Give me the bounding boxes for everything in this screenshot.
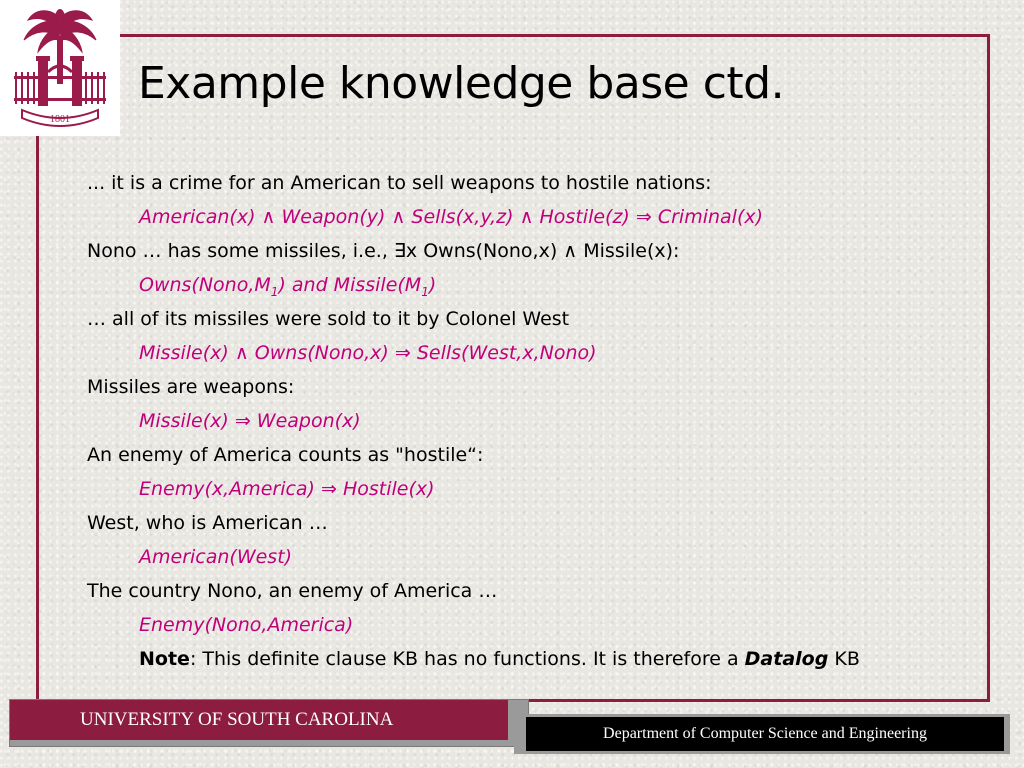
text-segment: ∃ bbox=[393, 240, 406, 262]
text-segment: West, who is American … bbox=[87, 512, 328, 534]
text-segment: Enemy(Nono,America) bbox=[139, 614, 354, 636]
statement-line bbox=[87, 438, 987, 472]
text-segment: American(West) bbox=[139, 546, 293, 568]
text-segment: ∧ bbox=[261, 206, 276, 228]
logic-formula bbox=[87, 200, 987, 234]
text-segment: Hostile(x) bbox=[336, 478, 435, 500]
text-segment: ∧ bbox=[563, 240, 578, 262]
logo-year: 1801 bbox=[50, 114, 70, 125]
text-segment: Missile(x) bbox=[139, 410, 235, 432]
slide-title: Example knowledge base ctd. bbox=[138, 58, 785, 109]
text-segment: Hostile(z) bbox=[533, 206, 636, 228]
text-segment: ⇒ bbox=[234, 410, 251, 432]
text-segment: x Owns(Nono,x) bbox=[405, 240, 564, 262]
text-segment: KB bbox=[828, 648, 860, 670]
statement-line bbox=[87, 370, 987, 404]
logic-formula bbox=[87, 472, 987, 506]
text-segment: The country Nono, an enemy of America … bbox=[87, 580, 498, 602]
text-segment: An enemy of America counts as "hostile“: bbox=[87, 444, 484, 466]
text-segment: ∧ bbox=[234, 342, 249, 364]
logic-formula bbox=[87, 608, 987, 642]
text-segment: Sells(x,y,z) bbox=[405, 206, 520, 228]
text-segment: Enemy(x,America) bbox=[139, 478, 322, 500]
text-segment: ) and Missile(M bbox=[278, 274, 422, 296]
text-segment: Datalog bbox=[744, 648, 829, 670]
text-segment: Owns(Nono,x) bbox=[248, 342, 395, 364]
text-segment: Sells(West,x,Nono) bbox=[410, 342, 597, 364]
palmetto-seal-icon bbox=[0, 0, 120, 136]
logic-formula bbox=[87, 540, 987, 574]
slide-body bbox=[87, 166, 987, 676]
university-band bbox=[10, 700, 528, 746]
text-segment: Criminal(x) bbox=[651, 206, 764, 228]
statement-line bbox=[87, 574, 987, 608]
text-segment: 1 bbox=[421, 284, 429, 299]
text-segment: ⇒ bbox=[635, 206, 652, 228]
text-segment: ... it is a crime for an American to sell weapons to hostile nations: bbox=[87, 172, 712, 194]
logic-formula bbox=[87, 336, 987, 370]
text-segment: ∧ bbox=[391, 206, 406, 228]
text-segment: Nono … has some missiles, i.e., bbox=[87, 240, 394, 262]
text-segment: Missile(x) bbox=[139, 342, 235, 364]
department-label: Department of Computer Science and Engineering bbox=[526, 717, 1004, 751]
text-segment: 1 bbox=[270, 284, 279, 299]
statement-line bbox=[87, 166, 987, 200]
text-segment: : This definite clause KB has no functions. It is therefore a bbox=[189, 648, 745, 670]
text-segment: Weapon(y) bbox=[275, 206, 392, 228]
statement-line bbox=[87, 506, 987, 540]
text-segment: American(x) bbox=[139, 206, 262, 228]
text-segment: Owns(Nono,M bbox=[139, 274, 271, 296]
text-segment: Weapon(x) bbox=[250, 410, 361, 432]
text-segment: Missiles are weapons: bbox=[87, 376, 295, 398]
text-segment: … all of its missiles were sold to it by Colonel West bbox=[87, 308, 570, 330]
text-segment: ⇒ bbox=[321, 478, 337, 500]
statement-line bbox=[87, 234, 987, 268]
note-line bbox=[87, 642, 987, 676]
logic-formula bbox=[87, 268, 987, 302]
text-segment: Missile(x): bbox=[577, 240, 680, 262]
university-label: UNIVERSITY OF SOUTH CAROLINA bbox=[10, 700, 508, 740]
text-segment: ∧ bbox=[519, 206, 534, 228]
text-segment: Note bbox=[139, 648, 190, 670]
text-segment: ) bbox=[428, 274, 437, 296]
text-segment: ⇒ bbox=[394, 342, 411, 364]
department-band bbox=[514, 714, 1010, 754]
logic-formula bbox=[87, 404, 987, 438]
statement-line bbox=[87, 302, 987, 336]
usc-logo bbox=[0, 0, 120, 136]
